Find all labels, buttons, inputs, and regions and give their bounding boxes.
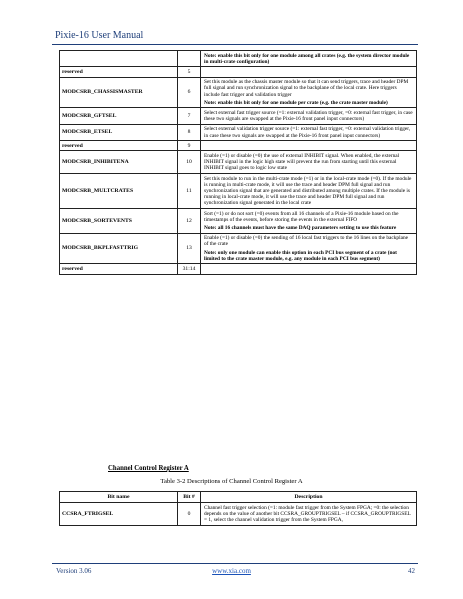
bit-number-cell: 31:14 (178, 264, 201, 274)
description-text: Enable (=1) or disable (=0) the sending of 16 local fast triggers to the 16 lines on the backplane of the crate (204, 235, 408, 248)
module-csrb-table (59, 50, 417, 275)
description-cell (201, 108, 417, 124)
description-cell (201, 77, 417, 108)
bit-number-cell (178, 51, 201, 67)
table-row (60, 124, 417, 140)
bit-name-cell: reserved (60, 264, 178, 274)
table-row (60, 67, 417, 77)
description-text: Enable (=1) or disable (=0) the use of external INHIBIT signal. When enabled, the external INHIBIT signal in the logic high state will prevent the run from starting until this external INHIBIT signal goes to logic low state (204, 152, 400, 172)
description-cell (201, 174, 417, 209)
table-row (60, 503, 417, 526)
column-header-bit-number: Bit # (178, 492, 201, 503)
description-cell (201, 151, 417, 174)
table-row (60, 174, 417, 209)
description-cell (201, 141, 417, 151)
note-text: Note: only one module can enable this option in each PCI bus segment of a crate (not limited to the crate master module, e.g. any module in each PCI bus segment) (204, 249, 397, 262)
bit-number-cell: 9 (178, 141, 201, 151)
bit-name-cell (60, 51, 178, 67)
bit-name-cell: MODCSRB_SORTEVENTS (60, 209, 178, 234)
header-divider (52, 44, 418, 45)
description-cell (201, 124, 417, 140)
footer-page-number: 42 (408, 567, 415, 575)
description-cell (201, 67, 417, 77)
table-row (60, 151, 417, 174)
table-row (60, 233, 417, 264)
bit-name-cell: MODCSRB_MULTCRATES (60, 174, 178, 209)
table-caption: Table 3-2 Descriptions of Channel Control Register A (160, 478, 303, 485)
bit-number-cell: 5 (178, 67, 201, 77)
note-text: Note: enable this bit only for one module per crate (e.g. the crate master module) (204, 99, 388, 106)
column-header-description: Description (201, 492, 417, 503)
section-heading: Channel Control Register A (108, 465, 189, 472)
table-row (60, 209, 417, 234)
bit-name-cell: MODCSRB_INHIBITENA (60, 151, 178, 174)
bit-number-cell: 8 (178, 124, 201, 140)
table-row (60, 77, 417, 108)
table-row (60, 264, 417, 274)
bit-name-cell: CCSRA_FTRIGSEL (60, 503, 178, 526)
footer-version: Version 3.06 (56, 567, 92, 575)
note-text: Note: all 16 channels must have the same DAQ parameters setting to use this feature (204, 224, 397, 231)
description-text: Set this module to run in the multi-crate mode (=1) or in the local-crate mode (=0). If the module is running in multi-crate mode, it will use the trace and header DPM full signal and run synchronization signal that are generated and distributed among multiple crates. If the module is running in local-crate mode, it will use the trace and header DPM full signal and run synchronization signal generated in the local crate (204, 175, 412, 207)
bit-number-cell: 11 (178, 174, 201, 209)
page-header-title: Pixie-16 User Manual (55, 30, 144, 41)
description-cell (201, 209, 417, 234)
bit-number-cell: 12 (178, 209, 201, 234)
bit-number-cell: 6 (178, 77, 201, 108)
description-cell (201, 264, 417, 274)
bit-name-cell: reserved (60, 141, 178, 151)
description-cell (201, 233, 417, 264)
bit-number-cell: 13 (178, 233, 201, 264)
description-text: Select external fast trigger source (=1: external validation trigger, =0: external fast trigger, in case these two signals are swapped at the Pixie-16 front panel input connectors) (204, 109, 413, 123)
bit-number-cell: 10 (178, 151, 201, 174)
bit-name-cell: MODCSRB_ETSEL (60, 124, 178, 140)
footer-divider (52, 563, 418, 564)
description-text: Sort (=1) or do not sort (=0) events from all 16 channels of a Pixie-16 module based on the timestamps of the events, before storing the events in the external FIFO (204, 210, 399, 223)
description-text: Set this module as the chassis master module so that it can send triggers, trace and header DPM full signal and run synchronization signal to the backplane of the local crate. Here triggers include fast trigger and validation trigger (204, 79, 409, 98)
bit-name-cell: reserved (60, 67, 178, 77)
channel-control-register-a-table (59, 491, 417, 526)
column-header-bit-name: Bit name (60, 492, 178, 503)
bit-name-cell: MODCSRB_CHASSISMASTER (60, 77, 178, 108)
bit-number-cell: 0 (178, 503, 201, 526)
note-text: Note: enable this bit only for one module among all crates (e.g. the system director module in multi-crate configuration) (204, 52, 410, 65)
bit-name-cell: MODCSRB_GFTSEL (60, 108, 178, 124)
bit-number-cell: 7 (178, 108, 201, 124)
bit-name-cell: MODCSRB_BKPLFASTTRIG (60, 233, 178, 264)
table-header-row (60, 492, 417, 503)
table-row (60, 108, 417, 124)
table-row (60, 51, 417, 67)
table-row (60, 141, 417, 151)
footer-website-link[interactable]: www.xia.com (212, 567, 251, 575)
description-cell (201, 51, 417, 67)
description-cell: Channel fast trigger selection (=1: module fast trigger from the System FPGA; =0: the selection depends on the value of another bit CCSRA_GROUPTRIGSEL – if CCSRA_GROUPTRIGSEL = 1, select the channel validation trigger from the System FPGA, (201, 503, 417, 526)
description-text: Select external validation trigger source (=1: external fast trigger, =0: external validation trigger, in case these two signals are swapped at the Pixie-16 front panel input connectors) (204, 126, 411, 139)
